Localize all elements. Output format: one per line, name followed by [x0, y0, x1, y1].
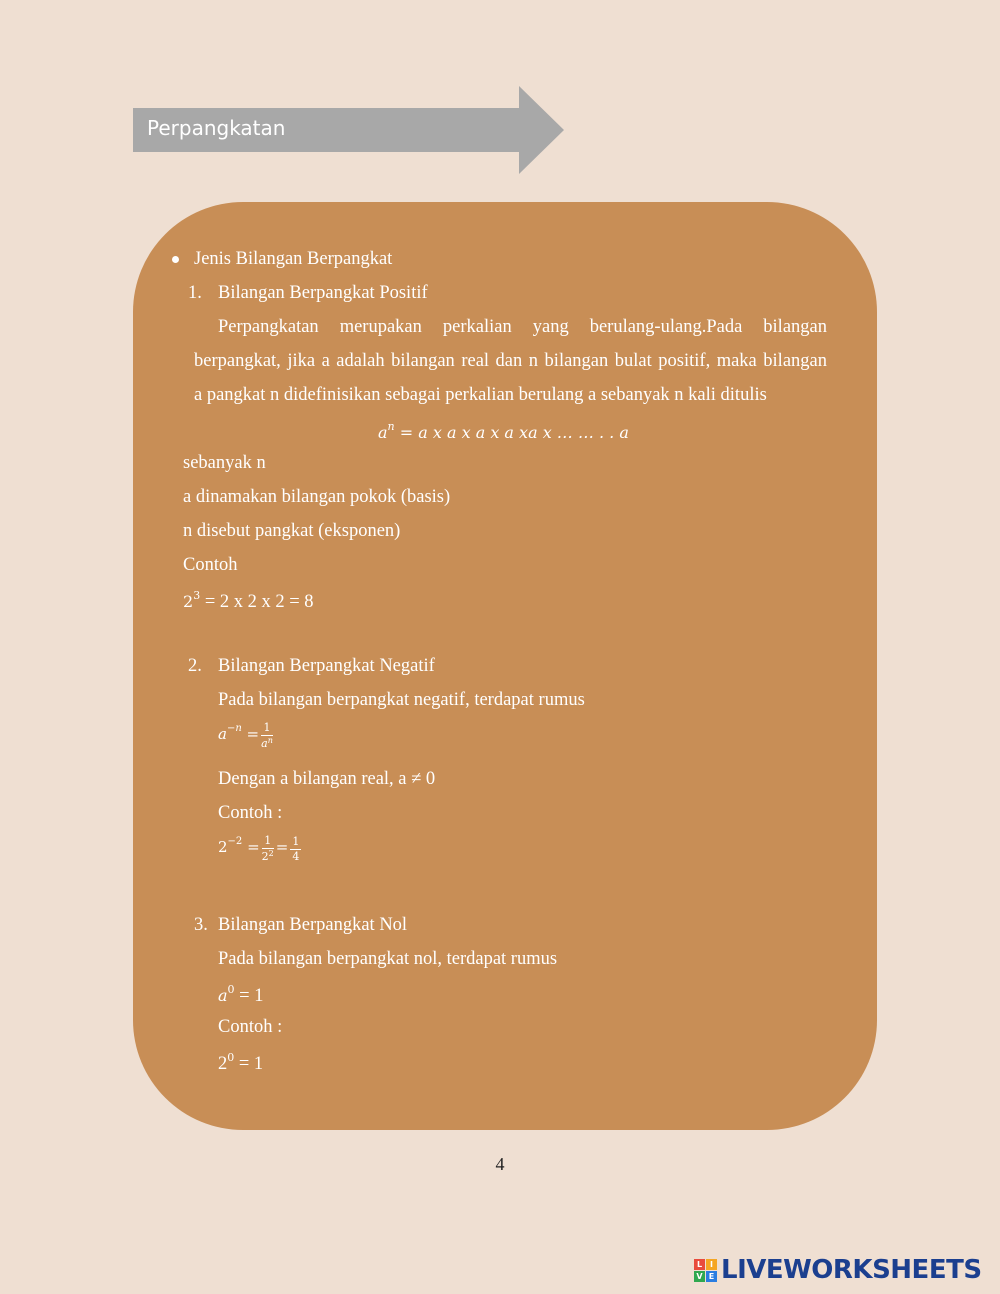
logo-text: LIVEWORKSHEETS [721, 1255, 982, 1285]
section-heading: Jenis Bilangan Berpangkat [194, 249, 393, 269]
page-number: 4 [495, 1154, 505, 1174]
section-3-intro: Pada bilangan berpangkat nol, terdapat rumus [218, 949, 558, 969]
section-2-intro: Pada bilangan berpangkat negatif, terdapat rumus [218, 690, 585, 710]
liveworksheets-logo[interactable] [694, 1256, 982, 1284]
logo-tile: E [706, 1271, 717, 1282]
section-1-example: $2^3 = 2$ x 2 x 2 = 8 [183, 589, 314, 612]
section-1-exponent: n disebut pangkat (eksponen) [183, 521, 401, 541]
logo-tile: V [694, 1271, 705, 1282]
bullet-icon [172, 256, 179, 263]
section-2-example: $2^{-2}$ = $\frac{1}{2^2}$ = $\frac{1}{4}$ [218, 834, 300, 864]
section-2-formula: $a^{-n}$ = $\frac{1}{a^n}$ [218, 721, 273, 751]
section-1-title: Bilangan Berpangkat Positif [218, 283, 428, 303]
section-1-paragraph-line-2: berpangkat, jika a adalah bilangan real dan n bilangan bulat positif, maka bilangan [194, 351, 827, 371]
section-3-example: $2^0 = 1$ [218, 1051, 264, 1074]
section-2-example-label: Contoh : [218, 803, 283, 823]
section-1-basis: a dinamakan bilangan pokok (basis) [183, 487, 451, 507]
section-3-title: Bilangan Berpangkat Nol [218, 915, 408, 935]
section-1-under-label: sebanyak n [183, 453, 266, 473]
logo-tiles-icon [694, 1259, 717, 1282]
section-3-formula: $a^0 = 1$ [218, 983, 264, 1006]
section-1-number: 1. [188, 283, 202, 303]
section-2-condition: Dengan a bilangan real, a ≠ 0 [218, 769, 436, 789]
section-1-paragraph-line-1: Perpangkatan merupakan perkalian yang berulang-ulang.Pada bilangan [218, 317, 827, 337]
logo-tile: L [694, 1259, 705, 1270]
section-1-formula: $a^n = a$ x a x a x a xa x … … . . a [378, 420, 629, 442]
section-banner [133, 86, 565, 176]
section-3-number: 3. [194, 915, 208, 935]
section-1-paragraph-line-3: a pangkat n didefinisikan sebagai perkalian berulang a sebanyak n kali ditulis [194, 385, 767, 405]
section-2-number: 2. [188, 656, 202, 676]
page-title: Perpangkatan [147, 116, 286, 140]
section-1-example-label: Contoh [183, 555, 238, 575]
section-2-title: Bilangan Berpangkat Negatif [218, 656, 435, 676]
section-3-example-label: Contoh : [218, 1017, 283, 1037]
logo-tile: I [706, 1259, 717, 1270]
